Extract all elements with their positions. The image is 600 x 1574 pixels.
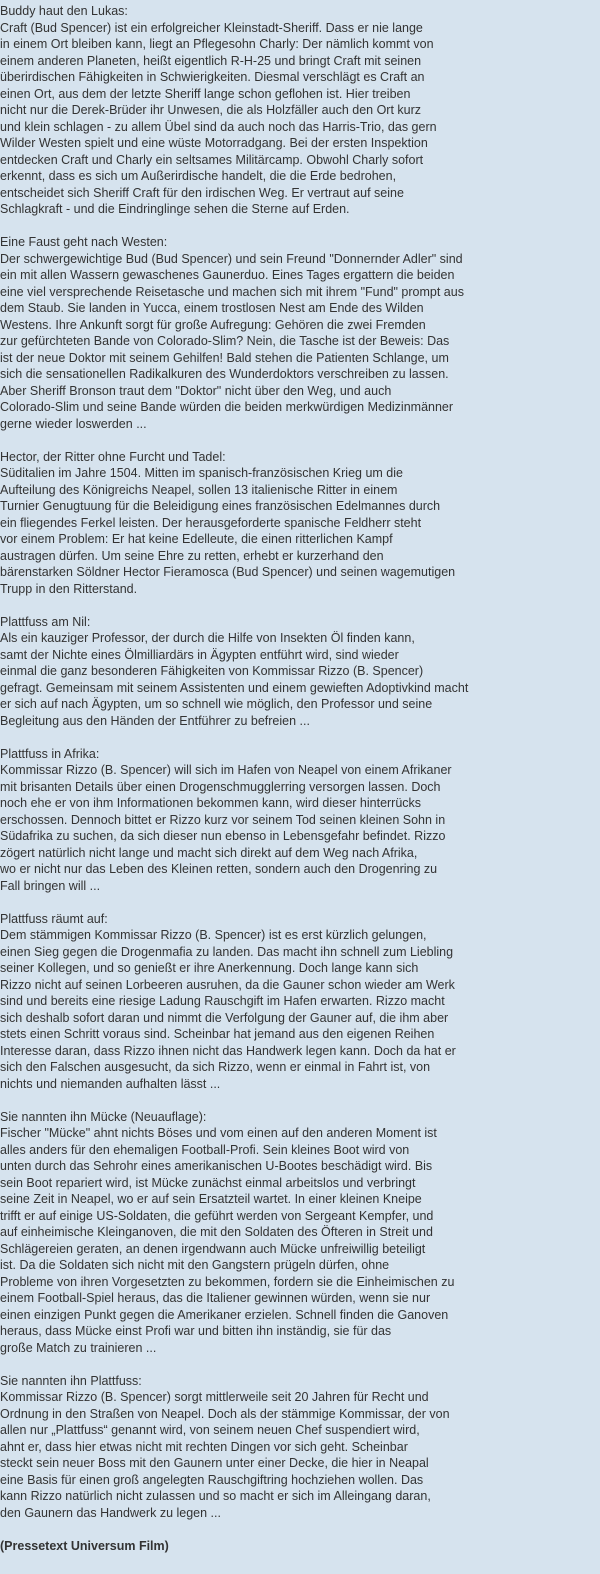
description-line: noch ehe er von ihm Informationen bekommen kann, wird dieser hinterrücks bbox=[0, 796, 422, 810]
description-line: Interesse daran, dass Rizzo ihnen nicht das Handwerk legen kann. Doch da hat er bbox=[0, 1043, 456, 1058]
description-line: Kommissar Rizzo (B. Spencer) sorgt mittlerweile seit 20 Jahren für Recht und bbox=[0, 1390, 429, 1404]
description-line: Westens. Ihre Ankunft sorgt für große Aufregung: Gehören die zwei Fremden bbox=[0, 317, 426, 332]
description-line: große Match zu trainieren ... bbox=[0, 1340, 157, 1355]
description-line: seine Zeit in Neapel, wo er auf sein Ersatzteil wartet. In einer kleinen Kneipe bbox=[0, 1192, 422, 1206]
description-line: Dem stämmigen Kommissar Rizzo (B. Spencer) ist es erst kürzlich gelungen, bbox=[0, 928, 427, 942]
description-line: nicht nur die Derek-Brüder ihr Unwesen, die als Holzfäller auch den Ort kurz bbox=[0, 103, 422, 117]
description-line: ahnt er, dass hier etwas nicht mit rechten Dingen vor sich geht. Scheinbar bbox=[0, 1439, 408, 1454]
film-title: Sie nannten ihn Mücke (Neuauflage): bbox=[0, 1109, 207, 1124]
film-description bbox=[0, 1109, 600, 1357]
description-line: mit brisanten Details über einen Drogenschmugglerring versorgen lassen. Doch bbox=[0, 779, 441, 794]
description-line: seiner Kollegen, und so genießt er ihre Anerkennung. Doch lange kann sich bbox=[0, 961, 419, 975]
description-line: sich deshalb sofort daran und nimmt die Verfolgung der Gauner auf, die ihm aber bbox=[0, 1010, 449, 1025]
description-line: einem anderen Planeten, heißt eigentlich R-H-25 und bringt Craft mit seinen bbox=[0, 53, 422, 68]
description-line: vor einem Problem: Er hat keine Edelleute, die einen ritterlichen Kampf bbox=[0, 532, 393, 546]
description-line: Colorado-Slim und seine Bande würden die beiden merkwürdigen Medizinmänner bbox=[0, 400, 454, 414]
film-title: Plattfuss in Afrika: bbox=[0, 746, 100, 761]
press-text bbox=[0, 3, 600, 1521]
film-description bbox=[0, 911, 600, 1093]
description-line: Ordnung in den Straßen von Neapel. Doch als der stämmige Kommissar, der von bbox=[0, 1406, 450, 1421]
description-line: zögert natürlich nicht lange und macht sich direkt auf dem Weg nach Afrika, bbox=[0, 845, 418, 860]
description-line: einen Ort, aus dem der letzte Sheriff lange schon geflohen ist. Hier treiben bbox=[0, 86, 411, 101]
description-line: und klein schlagen - zu allem Übel sind da auch noch das Harris-Trio, das gern bbox=[0, 119, 437, 134]
description-line: Aber Sheriff Bronson traut dem "Doktor" nicht über den Weg, und auch bbox=[0, 383, 392, 398]
description-line: Begleitung aus den Händen der Entführer zu befreien ... bbox=[0, 713, 310, 728]
description-line: sein Boot repariert wird, ist Mücke zunächst einmal arbeitslos und verbringt bbox=[0, 1175, 416, 1190]
description-line: einmal die ganz besonderen Fähigkeiten von Kommissar Rizzo (B. Spencer) bbox=[0, 664, 424, 678]
description-line: bärenstarken Söldner Hector Fieramosca (Bud Spencer) und seinen wagemutigen bbox=[0, 565, 456, 579]
description-line: überirdischen Fähigkeiten in Schwierigkeiten. Diesmal verschlägt es Craft an bbox=[0, 70, 425, 84]
description-line: dem Staub. Sie landen in Yucca, einem trostlosen Nest am Ende des Wilden bbox=[0, 301, 424, 315]
description-line: Aufteilung des Königreichs Neapel, sollen 13 italienische Ritter in einem bbox=[0, 482, 398, 497]
film-title: Plattfuss am Nil: bbox=[0, 614, 91, 629]
description-line: trifft er auf einige US-Soldaten, die geführt werden von Sergeant Kempfer, und bbox=[0, 1208, 434, 1223]
description-line: auf einheimische Kleinganoven, die mit den Soldaten des Öfteren in Streit und bbox=[0, 1225, 433, 1239]
description-line: unten durch das Sehrohr eines amerikanischen U-Bootes beschädigt wird. Bis bbox=[0, 1159, 433, 1173]
description-line: sich den Falschen ausgesucht, da sich Rizzo, wenn er einmal in Fahrt ist, von bbox=[0, 1060, 431, 1074]
film-description bbox=[0, 449, 600, 598]
film-title: Sie nannten ihn Plattfuss: bbox=[0, 1373, 142, 1388]
description-line: Der schwergewichtige Bud (Bud Spencer) und sein Freund "Donnernder Adler" sind bbox=[0, 251, 463, 266]
description-line: eine viel versprechende Reisetasche und machen sich mit ihrem "Fund" prompt aus bbox=[0, 284, 464, 299]
description-line: entscheidet sich Sheriff Craft für den irdischen Weg. Er vertraut auf seine bbox=[0, 185, 404, 200]
film-description bbox=[0, 3, 600, 218]
description-line: eine Basis für einen groß angelegten Rauschgiftring hochziehen wollen. Das bbox=[0, 1472, 424, 1487]
description-line: gefragt. Gemeinsam mit seinem Assistenten und einem gewieften Adoptivkind macht bbox=[0, 680, 469, 695]
description-line: austragen dürfen. Um seine Ehre zu retten, erhebt er kurzerhand den bbox=[0, 548, 384, 563]
film-description bbox=[0, 746, 600, 895]
description-line: ist. Da die Soldaten sich nicht mit den Gangstern prügeln dürfen, ohne bbox=[0, 1258, 390, 1272]
description-line: ein mit allen Wassern gewaschenes Gaunerduo. Eines Tages ergattern die beiden bbox=[0, 268, 455, 282]
film-description bbox=[0, 614, 600, 730]
description-line: Rizzo nicht auf seinen Lorbeeren ausruhen, da die Gauner schon wieder am Werk bbox=[0, 977, 455, 992]
description-line: Craft (Bud Spencer) ist ein erfolgreicher Kleinstadt-Sheriff. Dass er nie lange bbox=[0, 20, 423, 35]
description-line: Trupp in den Ritterstand. bbox=[0, 581, 138, 596]
description-line: entdecken Craft und Charly ein seltsames Militärcamp. Obwohl Charly sofort bbox=[0, 152, 424, 167]
description-line: Fischer "Mücke" ahnt nichts Böses und vom einen auf den anderen Moment ist bbox=[0, 1126, 437, 1140]
description-line: er sich auf nach Ägypten, um so schnell wie möglich, den Professor und seine bbox=[0, 697, 433, 711]
description-line: steckt sein neuer Boss mit den Gaunern unter einer Decke, die hier in Neapal bbox=[0, 1456, 429, 1470]
description-line: einen Sieg gegen die Drogenmafia zu landen. Das macht ihn schnell zum Liebling bbox=[0, 944, 454, 959]
description-line: erschossen. Dennoch bittet er Rizzo kurz vor seinem Tod seinen kleinen Sohn in bbox=[0, 812, 446, 827]
description-line: den Gaunern das Handwerk zu legen ... bbox=[0, 1505, 221, 1520]
film-description bbox=[0, 1373, 600, 1522]
description-line: stets einen Schritt voraus sind. Scheinbar hat jemand aus den eigenen Reihen bbox=[0, 1027, 435, 1041]
description-line: kann Rizzo natürlich nicht zulassen und so macht er sich im Alleingang daran, bbox=[0, 1489, 431, 1503]
film-title: Eine Faust geht nach Westen: bbox=[0, 235, 168, 249]
description-line: zur gefürchteten Bande von Colorado-Slim? Nein, die Tasche ist der Beweis: Das bbox=[0, 334, 450, 348]
description-line: Probleme von ihren Vorgesetzten zu bekommen, fordern sie die Einheimischen zu bbox=[0, 1274, 455, 1289]
description-line: Turnier Genugtuung für die Beleidigung eines französischen Edelmannes durch bbox=[0, 499, 441, 513]
description-line: ist der neue Doktor mit seinem Gehilfen! Bald stehen die Patienten Schlange, um bbox=[0, 350, 449, 365]
description-line: Schlägereien geraten, an denen irgendwann auch Mücke unfreiwillig beteiligt bbox=[0, 1241, 426, 1256]
description-line: alles anders für den ehemaligen Football-Profi. Sein kleines Boot wird von bbox=[0, 1142, 410, 1157]
description-line: allen nur „Plattfuss“ genannt wird, von seinem neuen Chef suspendiert wird, bbox=[0, 1423, 420, 1437]
description-line: einem Football-Spiel heraus, das die Italiener gewinnen würden, wenn sie nur bbox=[0, 1291, 431, 1305]
description-line: Fall bringen will ... bbox=[0, 878, 101, 893]
description-line: erkennt, dass es sich um Außerirdische handelt, die die Erde bedrohen, bbox=[0, 169, 397, 183]
description-line: Süditalien im Jahre 1504. Mitten im spanisch-französischen Krieg um die bbox=[0, 466, 403, 480]
description-line: sich die sensationellen Radikalkuren des Wunderdoktors verschreiben zu lassen. bbox=[0, 367, 449, 381]
description-line: heraus, dass Mücke einst Profi war und bitten ihn inständig, sie für das bbox=[0, 1324, 392, 1338]
film-title: Hector, der Ritter ohne Furcht und Tadel: bbox=[0, 449, 226, 464]
description-line: samt der Nichte eines Ölmilliardärs in Ägypten entführt wird, sind wieder bbox=[0, 647, 399, 662]
description-line: Schlagkraft - und die Eindringlinge sehen die Sterne auf Erden. bbox=[0, 202, 350, 216]
description-line: einen einzigen Punkt gegen die Amerikaner erzielen. Schnell finden die Ganoven bbox=[0, 1307, 449, 1322]
description-line: Südafrika zu suchen, da sich dieser nun ebenso in Lebensgefahr befindet. Rizzo bbox=[0, 829, 446, 843]
description-line: sind und bereits eine riesige Ladung Rauschgift im Hafen erwarten. Rizzo macht bbox=[0, 994, 445, 1008]
description-line: Wilder Westen spielt und eine wüste Motorradgang. Bei der ersten Inspektion bbox=[0, 136, 428, 150]
description-line: nichts und niemanden aufhalten lässt ... bbox=[0, 1076, 221, 1091]
description-line: gerne wieder loswerden ... bbox=[0, 416, 147, 431]
film-description bbox=[0, 234, 600, 432]
description-line: ein fliegendes Ferkel leisten. Der herausgeforderte spanische Feldherr steht bbox=[0, 515, 422, 530]
description-line: Kommissar Rizzo (B. Spencer) will sich im Hafen von Neapel von einem Afrikaner bbox=[0, 763, 452, 777]
description-line: wo er nicht nur das Leben des Kleinen retten, sondern auch den Drogenring zu bbox=[0, 862, 438, 876]
film-title: Buddy haut den Lukas: bbox=[0, 4, 128, 18]
press-credit: (Pressetext Universum Film) bbox=[0, 1538, 169, 1553]
description-line: Als ein kauziger Professor, der durch die Hilfe von Insekten Öl finden kann, bbox=[0, 631, 415, 645]
film-title: Plattfuss räumt auf: bbox=[0, 911, 108, 926]
description-line: in einem Ort bleiben kann, liegt an Pflegesohn Charly: Der nämlich kommt von bbox=[0, 37, 434, 51]
